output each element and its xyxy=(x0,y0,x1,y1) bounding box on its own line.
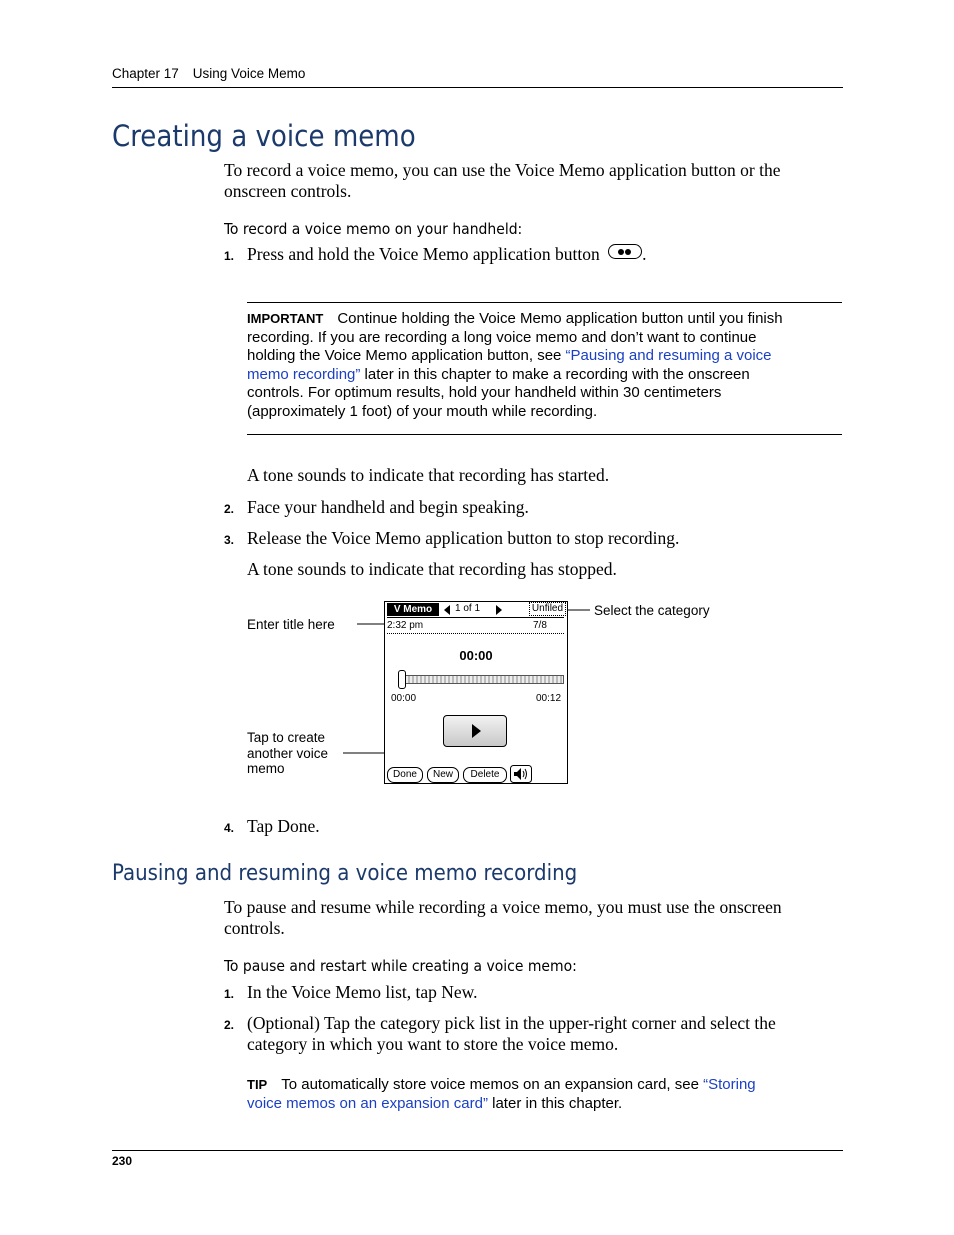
step-number: 1. xyxy=(224,249,235,263)
step-number: 1. xyxy=(224,987,235,1001)
page-number: 230 xyxy=(112,1154,133,1168)
play-button[interactable] xyxy=(443,715,507,747)
procedure-title-pause: To pause and restart while creating a voice memo: xyxy=(224,957,577,975)
step-text: (Optional) Tap the category pick list in the upper-right corner and select the category in which you want to store the voice memo. xyxy=(247,1013,776,1054)
memo-time[interactable]: 2:32 pm xyxy=(387,620,424,631)
step-number: 2. xyxy=(224,1018,235,1032)
step-number: 3. xyxy=(224,533,235,547)
delete-button[interactable]: Delete xyxy=(463,767,507,783)
end-time: 00:12 xyxy=(536,693,562,704)
memo-date: 7/8 xyxy=(533,620,547,631)
tone-stopped-text: A tone sounds to indicate that recording has stopped. xyxy=(247,559,617,579)
section-title-pausing: Pausing and resuming a voice memo recording xyxy=(112,861,578,886)
prev-arrow-icon[interactable] xyxy=(444,605,450,615)
category-picker[interactable]: Unfiled xyxy=(529,602,566,616)
title-field-underline xyxy=(387,633,564,634)
elapsed-time: 00:00 xyxy=(459,648,493,663)
intro-paragraph: To record a voice memo, you can use the Voice Memo application button or the onscreen controls. xyxy=(224,160,781,201)
palm-screen xyxy=(384,601,568,784)
tip-note: TIP To automatically store voice memos on an expansion card, see “Storing voice memos on an expansion card” later in this chapter. xyxy=(247,1076,756,1112)
done-button[interactable]: Done xyxy=(387,767,423,783)
important-label: IMPORTANT xyxy=(247,311,324,326)
start-time: 00:00 xyxy=(391,693,417,704)
speaker-icon[interactable] xyxy=(510,765,532,783)
chapter-title: Using Voice Memo xyxy=(192,66,306,81)
tip-label: TIP xyxy=(247,1077,268,1092)
storing-link[interactable]: “Storing xyxy=(703,1076,756,1093)
new-button[interactable]: New xyxy=(427,767,459,783)
progress-track xyxy=(403,675,564,684)
callout-tap-new: Tap to create another voice memo xyxy=(247,730,329,776)
app-title-tab[interactable]: V Memo xyxy=(387,603,439,616)
next-arrow-icon[interactable] xyxy=(496,605,502,615)
important-note: IMPORTANT Continue holding the Voice Memo application button until you finish recording. If you are recording a long voice memo and don’t want to continue holding the Voice Memo application button, see “Pausing and resuming a voice memo recording” later in this chapter to make a recording with the onscreen controls. For optimum results, hold your handheld within 30 centimeters (approximately 1 foot) of your mouth while recording. xyxy=(247,310,783,420)
progress-slider-thumb[interactable] xyxy=(398,670,406,689)
step-text: Release the Voice Memo application button to stop recording. xyxy=(247,528,680,548)
step-number: 4. xyxy=(224,821,235,835)
chapter-number: Chapter 17 xyxy=(112,66,179,81)
step-text: Face your handheld and begin speaking. xyxy=(247,497,529,517)
callout-select-category: Select the category xyxy=(594,603,710,618)
storing-link-cont[interactable]: voice memos on an expansion card” xyxy=(247,1094,488,1112)
pausing-link-cont[interactable]: memo recording” xyxy=(247,365,361,383)
callout-enter-title: Enter title here xyxy=(247,617,335,632)
pausing-intro: To pause and resume while recording a voice memo, you must use the onscreen controls. xyxy=(224,897,782,938)
step-text: In the Voice Memo list, tap New. xyxy=(247,982,478,1002)
page-indicator: 1 of 1 xyxy=(455,603,481,614)
step-text: Press and hold the Voice Memo application button . xyxy=(247,244,647,264)
tone-started-text: A tone sounds to indicate that recording has started. xyxy=(247,465,610,485)
step-text: Tap Done. xyxy=(247,816,320,836)
pausing-link[interactable]: “Pausing and resuming a voice xyxy=(565,347,772,365)
section-title-creating: Creating a voice memo xyxy=(112,119,416,153)
step-number: 2. xyxy=(224,502,235,516)
procedure-title: To record a voice memo on your handheld: xyxy=(224,220,523,238)
play-icon xyxy=(472,724,481,738)
footer-rule xyxy=(112,1150,843,1151)
